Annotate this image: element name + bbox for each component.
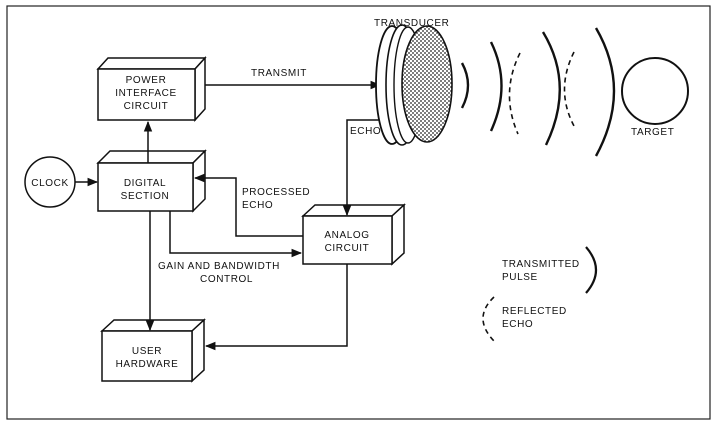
power-interface-block — [98, 58, 205, 120]
transducer-label: TRANSDUCER — [374, 18, 450, 29]
power-block-line-3: CIRCUIT — [123, 101, 169, 112]
transmitted-pulses — [462, 28, 614, 156]
digital-block-line-2: SECTION — [120, 191, 170, 202]
echo-label: ECHO — [350, 126, 382, 137]
legend-reflected-line-2: ECHO — [502, 319, 534, 330]
gain-bandwidth-label-2: CONTROL — [200, 274, 254, 285]
user-hardware-block — [102, 320, 204, 381]
processed-echo-label-2: ECHO — [242, 200, 274, 211]
gain-bandwidth-label-1: GAIN AND BANDWIDTH — [158, 261, 280, 272]
target — [622, 58, 688, 138]
transmitted-pulse-arc-2 — [491, 42, 502, 131]
digital-block-line-1: DIGITAL — [123, 178, 167, 189]
target-label: TARGET — [631, 127, 675, 138]
processed-echo-label-1: PROCESSED — [242, 187, 311, 198]
transducer — [374, 18, 452, 145]
analog-circuit-block — [303, 205, 404, 264]
analog-block-line-2: CIRCUIT — [324, 243, 370, 254]
user-block-line-2: HARDWARE — [115, 359, 179, 370]
reflected-echoes — [509, 52, 574, 134]
reflected-echo-arc-1 — [509, 53, 520, 134]
analog-block-line-1: ANALOG — [324, 230, 370, 241]
transmitted-pulse-arc-4 — [596, 28, 614, 156]
legend — [483, 247, 596, 341]
legend-reflected-line-1: REFLECTED — [502, 306, 567, 317]
legend-transmitted-line-2: PULSE — [502, 272, 538, 283]
transmitted-pulse-arc-1 — [462, 63, 468, 108]
digital-section-block — [98, 151, 205, 211]
reflected-echo-arc-2 — [565, 52, 575, 126]
power-block-line-1: POWER — [125, 75, 167, 86]
transmitted-pulse-arc-3 — [543, 32, 560, 145]
user-block-line-1: USER — [131, 346, 163, 357]
clock-node — [25, 157, 75, 207]
legend-transmitted-line-1: TRANSMITTED — [502, 259, 580, 270]
clock-label: CLOCK — [31, 178, 69, 189]
legend-dashed-arc — [483, 297, 494, 341]
transmit-label: TRANSMIT — [251, 68, 307, 79]
legend-solid-arc — [586, 247, 596, 293]
power-block-line-2: INTERFACE — [115, 88, 177, 99]
